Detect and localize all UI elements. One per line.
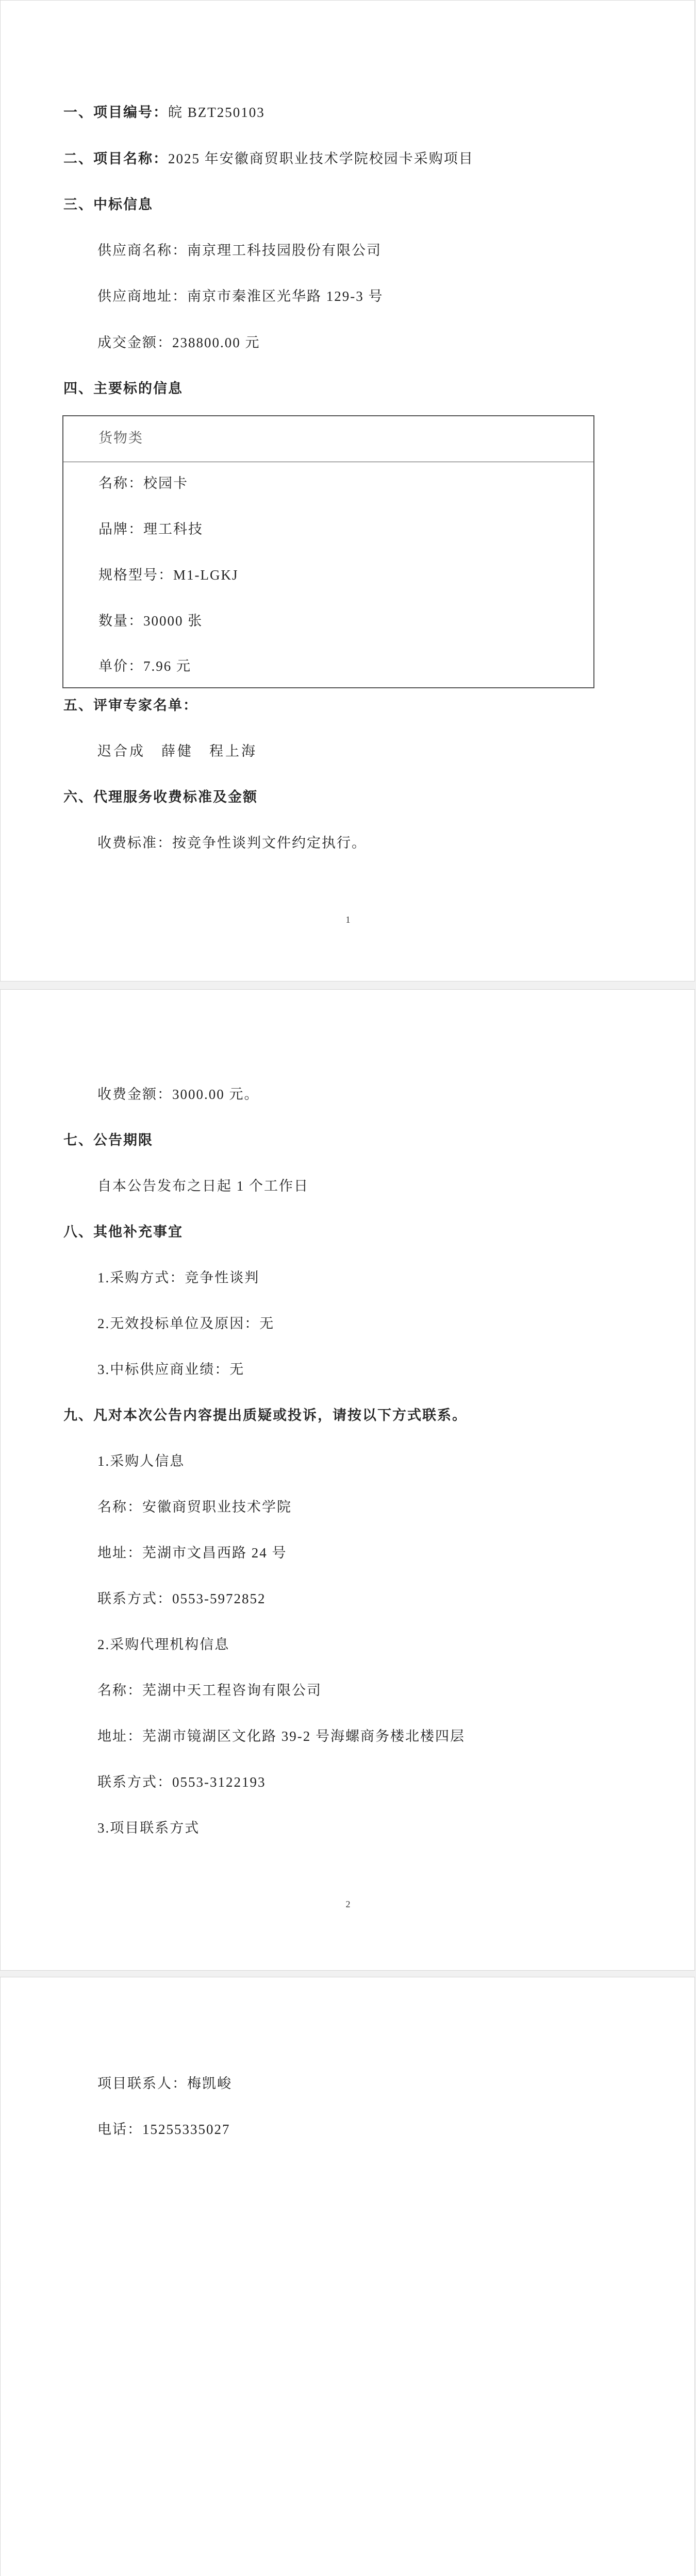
document-page-2 [0, 989, 695, 1971]
announcement-period: 自本公告发布之日起 1 个工作日 [97, 1178, 309, 1194]
buyer-phone: 联系方式：0553-5972852 [97, 1591, 266, 1606]
project-number-heading: 一、项目编号： [63, 105, 168, 120]
project-contact-person: 项目联系人：梅凯峻 [97, 2076, 232, 2091]
goods-category: 货物类 [98, 430, 143, 446]
experts-heading: 五、评审专家名单： [63, 698, 198, 713]
project-contact-phone: 电话：15255335027 [97, 2122, 230, 2137]
agency-info-title: 2.采购代理机构信息 [97, 1637, 230, 1652]
agency-fee-heading: 六、代理服务收费标准及金额 [63, 789, 258, 805]
agency-phone: 联系方式：0553-3122193 [97, 1774, 266, 1790]
goods-name: 名称：校园卡 [98, 476, 188, 491]
supplier-name: 供应商名称：南京理工科技园股份有限公司 [97, 243, 382, 258]
buyer-name: 名称：安徽商贸职业技术学院 [97, 1499, 292, 1515]
winning-info-heading: 三、中标信息 [63, 197, 153, 212]
supplier-performance: 3.中标供应商业绩：无 [97, 1362, 245, 1377]
goods-model: 规格型号：M1-LGKJ [98, 567, 239, 583]
goods-brand: 品牌：理工科技 [98, 521, 203, 537]
deal-amount: 成交金额：238800.00 元 [97, 335, 260, 350]
project-number-value: 皖 BZT250103 [168, 105, 265, 120]
goods-unit-price: 单价：7.96 元 [98, 658, 191, 674]
page-number: 1 [345, 914, 351, 925]
buyer-address: 地址：芜湖市文昌西路 24 号 [97, 1545, 287, 1561]
project-number-line [63, 102, 265, 123]
invalid-bidders: 2.无效投标单位及原因：无 [97, 1316, 275, 1331]
complaint-contact-heading: 九、凡对本次公告内容提出质疑或投诉，请按以下方式联系。 [63, 1408, 467, 1423]
agency-name: 名称：芜湖中天工程咨询有限公司 [97, 1683, 322, 1698]
goods-quantity: 数量：30000 张 [98, 613, 203, 629]
experts-list: 迟合成 薛健 程上海 [97, 743, 257, 759]
project-name-line [63, 148, 474, 169]
fee-standard: 收费标准：按竞争性谈判文件约定执行。 [97, 835, 367, 851]
project-name-value: 2025 年安徽商贸职业技术学院校园卡采购项目 [168, 151, 474, 166]
procurement-method: 1.采购方式：竞争性谈判 [97, 1270, 260, 1285]
other-matters-heading: 八、其他补充事宜 [63, 1224, 183, 1240]
subject-info-table [62, 415, 594, 688]
project-contact-title: 3.项目联系方式 [97, 1820, 200, 1836]
supplier-address: 供应商地址：南京市秦淮区光华路 129-3 号 [97, 289, 384, 304]
announcement-period-heading: 七、公告期限 [63, 1132, 153, 1148]
project-name-heading: 二、项目名称： [63, 151, 168, 166]
document-page-3 [0, 1977, 695, 2576]
page-number: 2 [345, 1899, 351, 1909]
buyer-info-title: 1.采购人信息 [97, 1453, 185, 1469]
agency-address: 地址：芜湖市镜湖区文化路 39-2 号海螺商务楼北楼四层 [97, 1728, 465, 1744]
main-subject-heading: 四、主要标的信息 [63, 381, 183, 396]
document-page-1 [0, 0, 695, 981]
fee-amount: 收费金额：3000.00 元。 [97, 1087, 259, 1102]
